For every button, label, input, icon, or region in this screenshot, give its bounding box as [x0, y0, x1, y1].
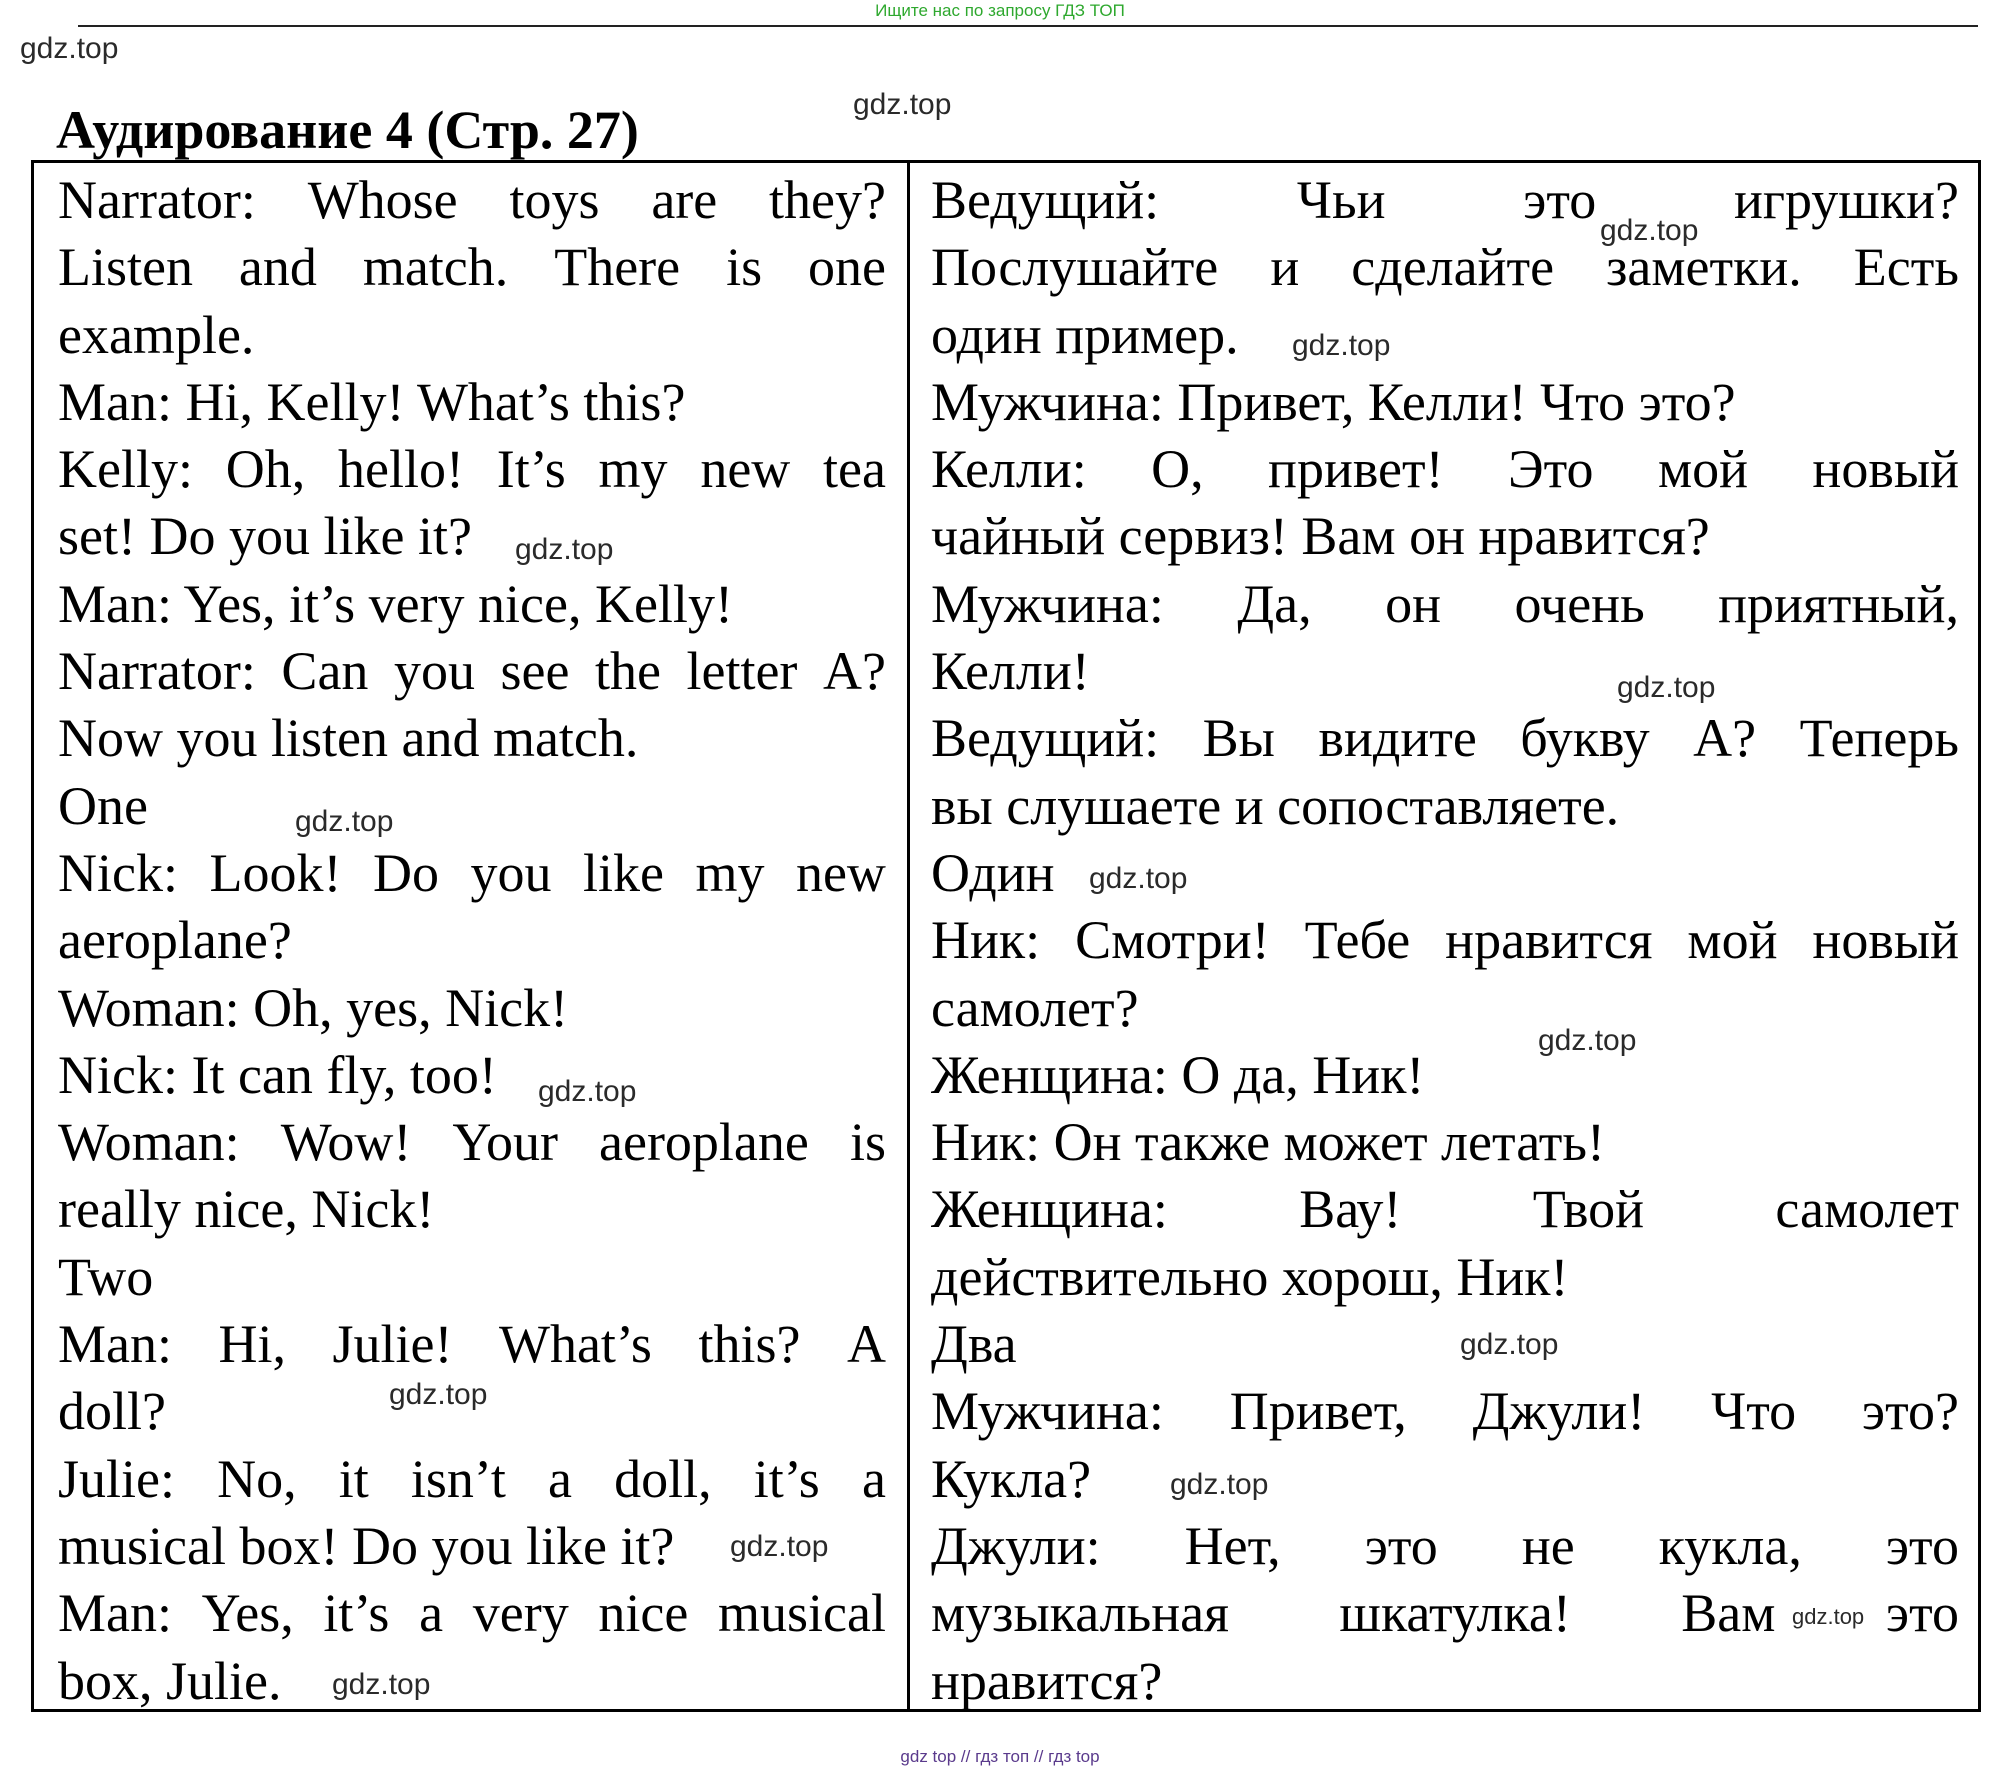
word: самолет	[1775, 1179, 1959, 1240]
transcript-line	[931, 975, 1959, 1042]
word: он	[1385, 573, 1441, 634]
transcript-line	[931, 1378, 1959, 1445]
transcript-line	[931, 1446, 1959, 1513]
word: it’s	[323, 1583, 390, 1644]
word: new	[700, 439, 791, 500]
word: чайный сервиз! Вам он нравится?	[931, 506, 1710, 567]
transcript-line	[58, 369, 886, 436]
word: привет!	[1268, 439, 1444, 500]
word: видите	[1318, 708, 1477, 769]
word: это	[1885, 1515, 1959, 1576]
word: musical box! Do you like it?	[58, 1515, 675, 1576]
watermark: gdz.top	[1600, 214, 1699, 247]
transcript-line	[931, 705, 1959, 772]
transcript-line	[58, 705, 886, 772]
word: Твой	[1532, 1179, 1645, 1240]
word: Ведущий:	[931, 170, 1160, 230]
word: Тебе	[1304, 910, 1411, 971]
watermark: gdz.top	[20, 32, 119, 65]
transcript-line	[931, 503, 1959, 570]
word: match.	[362, 237, 509, 298]
transcript-line	[58, 975, 886, 1042]
word: музыкальная	[931, 1583, 1229, 1644]
page-title: Аудирование 4 (Стр. 27)	[56, 100, 639, 160]
transcript-line	[58, 1042, 886, 1109]
word: you	[470, 842, 552, 903]
word: Nick:	[58, 842, 178, 903]
word: they?	[769, 170, 886, 230]
transcript-line	[58, 234, 886, 301]
word: No,	[217, 1448, 297, 1509]
word: самолет?	[931, 977, 1139, 1038]
english-column	[58, 167, 886, 1715]
watermark: gdz.top	[853, 88, 952, 121]
word: Келли:	[931, 439, 1087, 500]
word: a	[419, 1583, 444, 1644]
word: новый	[1812, 910, 1959, 971]
watermark: gdz.top	[1089, 862, 1188, 895]
word: is	[726, 237, 763, 298]
word: Джули!	[1472, 1381, 1646, 1442]
watermark: gdz.top	[389, 1378, 488, 1411]
transcript-line	[58, 1446, 886, 1513]
word: Мужчина: Привет, Келли! Что это?	[931, 371, 1736, 432]
word: Do	[372, 842, 439, 903]
word: Вам	[1681, 1583, 1776, 1644]
word: a	[861, 1448, 886, 1509]
word: Narrator:	[58, 170, 256, 230]
transcript-line	[58, 638, 886, 705]
word: doll,	[614, 1448, 712, 1509]
word: заметки.	[1606, 237, 1802, 298]
word: it	[338, 1448, 369, 1509]
word: like	[582, 842, 664, 903]
word: it’s	[753, 1448, 820, 1509]
word: Это	[1507, 439, 1594, 500]
word: a	[548, 1448, 573, 1509]
word: my	[598, 439, 668, 500]
transcript-line	[58, 503, 886, 570]
watermark: gdz.top	[730, 1530, 829, 1563]
word: Женщина: О да, Ник!	[931, 1044, 1425, 1105]
word: мой	[1687, 910, 1778, 971]
word: Yes,	[201, 1583, 294, 1644]
word: очень	[1514, 573, 1645, 634]
word: Женщина:	[931, 1179, 1168, 1240]
watermark: gdz.top	[1792, 1604, 1865, 1629]
word: A	[846, 1314, 886, 1375]
word: Два	[931, 1314, 1017, 1375]
word: Джули:	[931, 1515, 1101, 1576]
word: Woman:	[58, 1112, 240, 1173]
word: Есть	[1853, 237, 1959, 298]
word: tea	[823, 439, 886, 500]
transcript-line	[58, 840, 886, 907]
word: не	[1521, 1515, 1575, 1576]
transcript-line	[58, 1176, 886, 1243]
word: toys	[509, 170, 600, 230]
column-divider	[907, 163, 910, 1709]
transcript-line	[931, 234, 1959, 301]
word: nice	[598, 1583, 689, 1644]
watermark: gdz.top	[1292, 329, 1391, 362]
word: new	[795, 842, 886, 903]
word: Kelly:	[58, 439, 193, 500]
word: very	[472, 1583, 569, 1644]
word: It’s	[496, 439, 566, 500]
word: Two	[58, 1246, 154, 1307]
transcript-line	[931, 638, 1959, 705]
watermark: gdz.top	[1170, 1468, 1269, 1501]
word: это	[1364, 1515, 1438, 1576]
transcript-line	[58, 907, 886, 974]
word: aeroplane?	[58, 910, 292, 971]
transcript-line	[931, 1109, 1959, 1176]
word: Ник: Он также может летать!	[931, 1112, 1605, 1173]
footer: gdz top // гдз топ // гдз top	[900, 1747, 1100, 1766]
transcript-table	[31, 160, 1981, 1712]
word: Послушайте	[931, 237, 1219, 298]
word: один пример.	[931, 304, 1239, 365]
word: нравится?	[931, 1650, 1163, 1711]
transcript-line	[931, 1244, 1959, 1311]
word: Narrator:	[58, 641, 256, 702]
word: Woman: Oh, yes, Nick!	[58, 977, 569, 1038]
word: One	[58, 775, 148, 836]
word: musical	[718, 1583, 886, 1644]
word: Wow!	[280, 1112, 412, 1173]
word: the	[594, 641, 661, 702]
word: really nice, Nick!	[58, 1179, 435, 1240]
word: Julie:	[58, 1448, 175, 1509]
transcript-line	[58, 1648, 886, 1715]
transcript-line	[58, 1311, 886, 1378]
word: Нет,	[1184, 1515, 1281, 1576]
watermark: gdz.top	[1617, 671, 1716, 704]
word: Hi,	[218, 1314, 286, 1375]
word: приятный,	[1718, 573, 1959, 634]
word: Whose	[307, 170, 458, 230]
watermark: gdz.top	[515, 533, 614, 566]
transcript-line	[931, 571, 1959, 638]
word: There	[554, 237, 681, 298]
word: Oh,	[225, 439, 306, 500]
transcript-line	[58, 1109, 886, 1176]
word: this?	[698, 1314, 801, 1375]
word: see	[500, 641, 570, 702]
word: нравится	[1445, 910, 1653, 971]
transcript-line	[931, 1648, 1959, 1715]
word: букву	[1520, 708, 1650, 769]
transcript-line	[931, 436, 1959, 503]
word: Look!	[209, 842, 342, 903]
word: What’s	[498, 1314, 652, 1375]
word: isn’t	[410, 1448, 506, 1509]
transcript-line	[58, 773, 886, 840]
watermark: gdz.top	[295, 805, 394, 838]
word: Can	[281, 641, 369, 702]
word: aeroplane	[599, 1112, 809, 1173]
word: my	[695, 842, 765, 903]
word: is	[849, 1112, 886, 1173]
word: Что	[1711, 1381, 1797, 1442]
word: шкатулка!	[1339, 1583, 1571, 1644]
word: Man:	[58, 1314, 172, 1375]
word: Man:	[58, 1583, 172, 1644]
word: Listen	[58, 237, 193, 298]
word: это	[1523, 170, 1597, 230]
word: letter	[686, 641, 798, 702]
word: Один	[931, 842, 1055, 903]
transcript-line	[58, 436, 886, 503]
word: Привет,	[1229, 1381, 1407, 1442]
word: Now you listen and match.	[58, 708, 639, 769]
word: you	[393, 641, 475, 702]
transcript-line	[58, 1244, 886, 1311]
transcript-line	[931, 840, 1959, 907]
watermark: gdz.top	[1460, 1328, 1559, 1361]
transcript-line	[58, 302, 886, 369]
word: Мужчина:	[931, 1381, 1164, 1442]
word: О,	[1151, 439, 1204, 500]
word: вы слушаете и сопоставляете.	[931, 775, 1620, 836]
word: and	[238, 237, 317, 298]
top-banner: Ищите нас по запросу ГДЗ ТОП	[875, 1, 1125, 20]
watermark: gdz.top	[1538, 1024, 1637, 1057]
word: box, Julie.	[58, 1650, 282, 1711]
transcript-line	[931, 773, 1959, 840]
word: A?	[822, 641, 886, 702]
word: это	[1885, 1583, 1959, 1644]
word: set! Do you like it?	[58, 506, 472, 567]
word: Келли!	[931, 641, 1090, 702]
word: doll?	[58, 1381, 166, 1442]
word: А?	[1693, 708, 1757, 769]
word: Nick: It can fly, too!	[58, 1044, 497, 1105]
word: hello!	[338, 439, 464, 500]
word: Мужчина:	[931, 573, 1164, 634]
word: Теперь	[1799, 708, 1959, 769]
word: Кукла?	[931, 1448, 1092, 1509]
word: Смотри!	[1075, 910, 1270, 971]
transcript-line	[58, 167, 886, 234]
word: новый	[1812, 439, 1959, 500]
word: Чьи	[1296, 170, 1386, 230]
word: игрушки?	[1733, 170, 1959, 230]
word: are	[651, 170, 718, 230]
transcript-line	[931, 167, 1959, 234]
transcript-line	[931, 302, 1959, 369]
watermark: gdz.top	[332, 1668, 431, 1701]
word: мой	[1657, 439, 1749, 500]
transcript-line	[931, 1176, 1959, 1243]
word: Man: Hi, Kelly! What’s this?	[58, 371, 686, 432]
word: это?	[1861, 1381, 1959, 1442]
transcript-line	[931, 369, 1959, 436]
transcript-line	[58, 1580, 886, 1647]
transcript-line	[931, 1513, 1959, 1580]
word: Your	[452, 1112, 558, 1173]
word: кукла,	[1658, 1515, 1802, 1576]
word: Julie!	[332, 1314, 453, 1375]
word: one	[808, 237, 886, 298]
word: Man: Yes, it’s very nice, Kelly!	[58, 573, 733, 634]
banner-divider	[78, 25, 1978, 27]
word: Вау!	[1299, 1179, 1402, 1240]
transcript-line	[931, 1042, 1959, 1109]
transcript-line	[58, 571, 886, 638]
russian-column	[931, 167, 1959, 1715]
word: и	[1270, 237, 1300, 298]
word: Ведущий:	[931, 708, 1160, 769]
transcript-line	[931, 907, 1959, 974]
word: действительно хорош, Ник!	[931, 1246, 1569, 1307]
transcript-line	[931, 1311, 1959, 1378]
word: сделайте	[1351, 237, 1555, 298]
word: Ник:	[931, 910, 1041, 971]
word: Да,	[1237, 573, 1312, 634]
word: Вы	[1202, 708, 1275, 769]
watermark: gdz.top	[538, 1075, 637, 1108]
word: example.	[58, 304, 255, 365]
